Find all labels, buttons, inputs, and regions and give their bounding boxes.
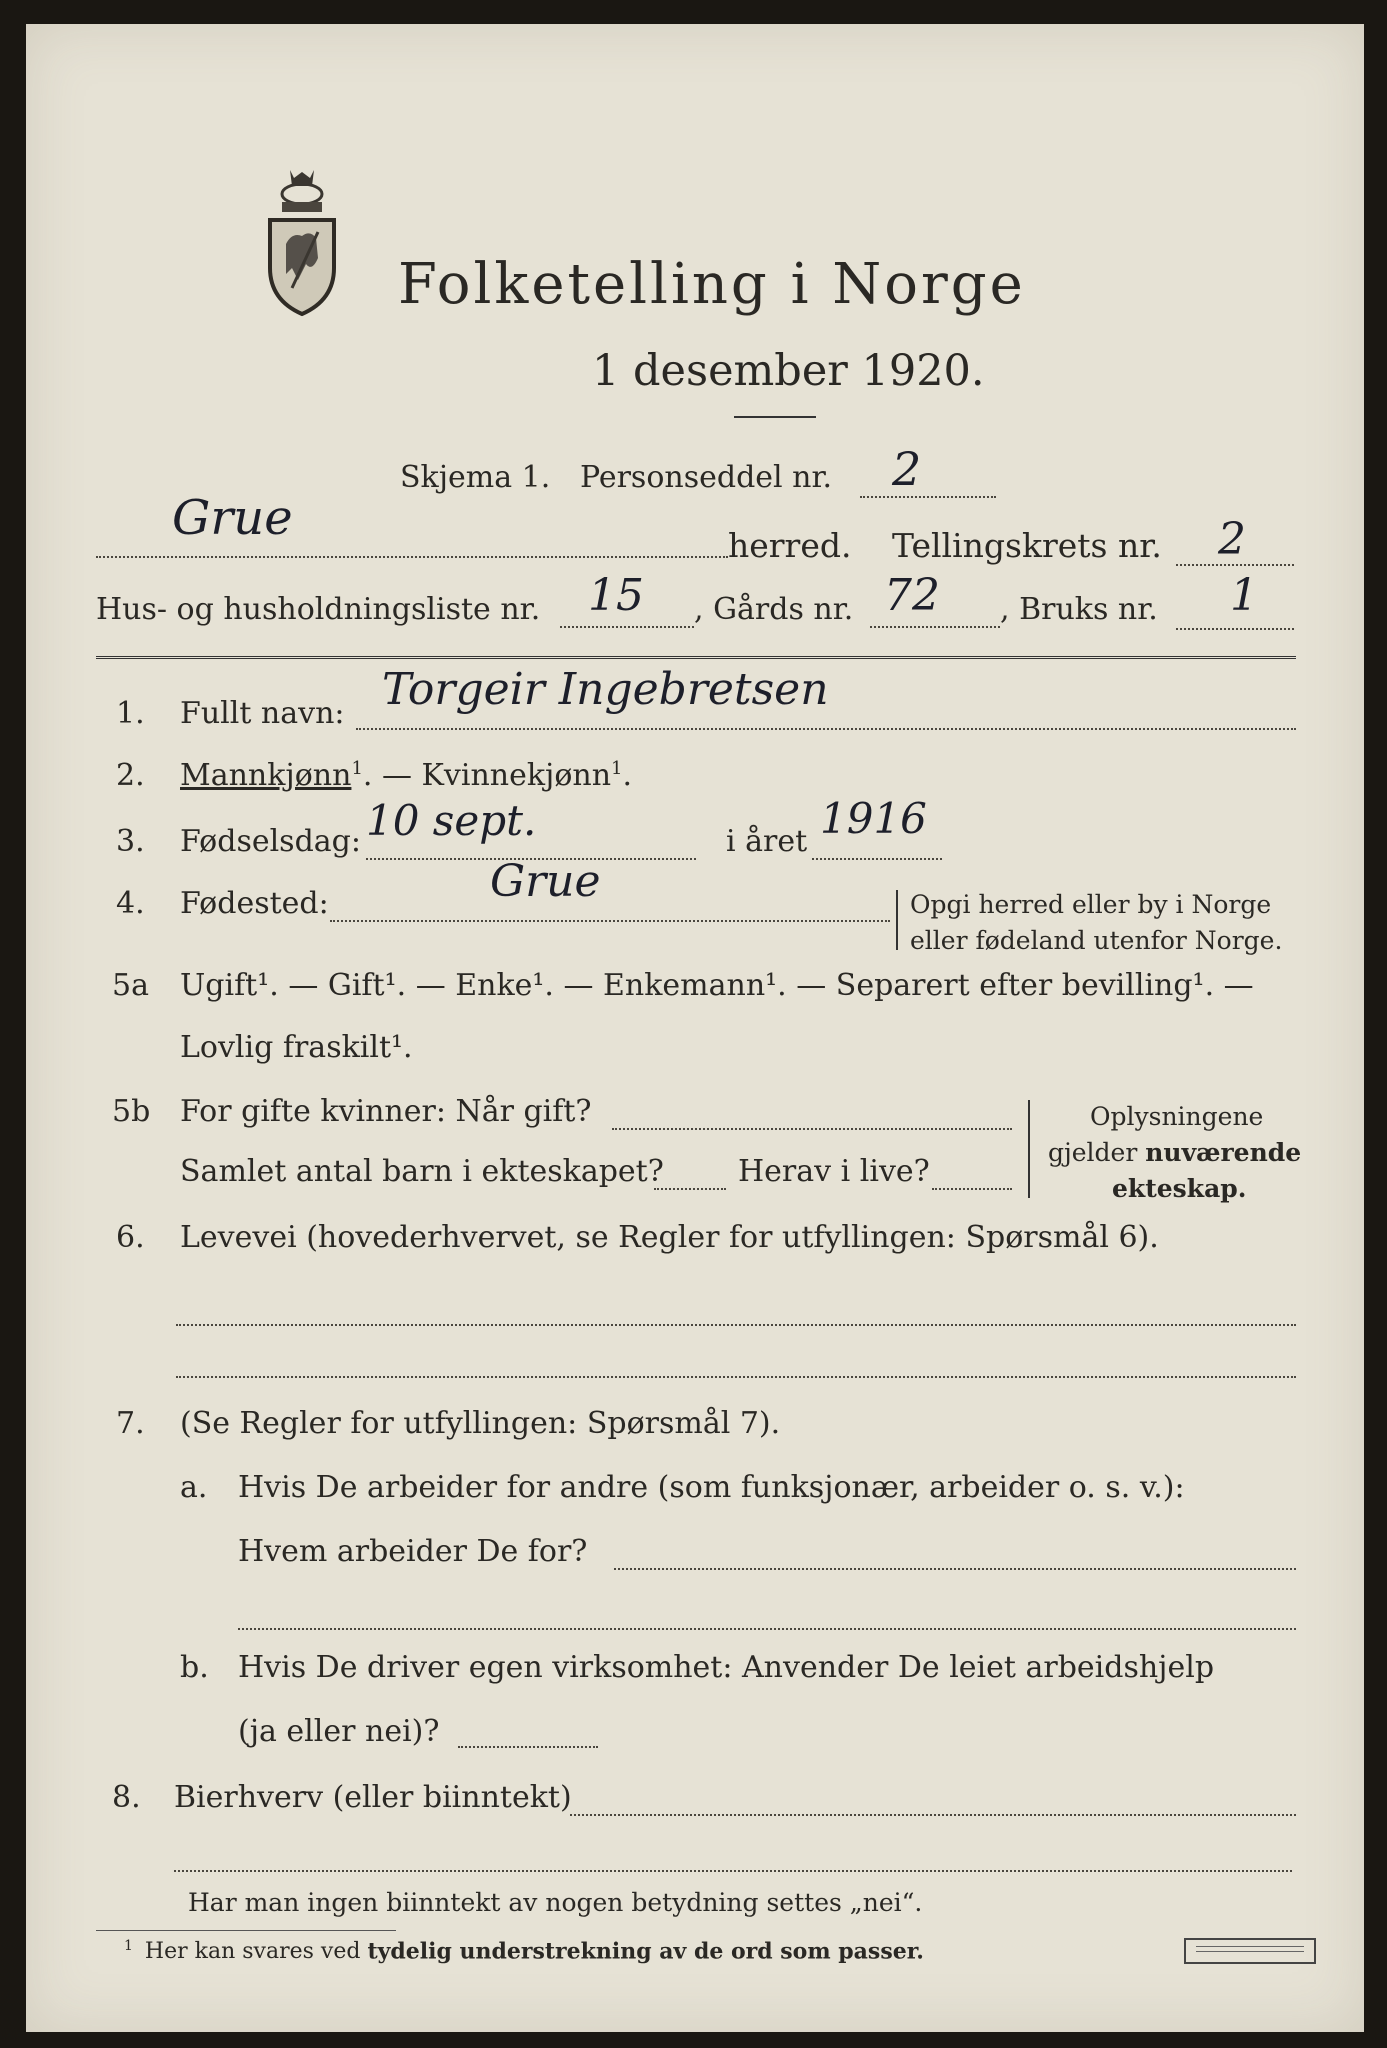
husholdning-value: 15 — [588, 570, 644, 621]
q4-note-line1: Opgi herred eller by i Norge — [910, 890, 1272, 919]
children-alive-field[interactable] — [932, 1188, 1012, 1190]
q4-label: Fødested: — [180, 886, 329, 921]
q7b-number: b. — [180, 1650, 209, 1685]
q8-number: 8. — [112, 1780, 141, 1815]
occupation-field-line2[interactable] — [176, 1376, 1296, 1378]
footnote-text-b: tydelig understrekning av de ord som passer. — [367, 1938, 924, 1965]
gards-field[interactable] — [870, 626, 1000, 628]
occupation-field-line1[interactable] — [176, 1324, 1296, 1326]
q7b-line1: Hvis De driver egen virksomhet: Anvender De leiet arbeidshjelp — [238, 1650, 1215, 1685]
husholdning-field[interactable] — [560, 626, 694, 628]
herred-value: Grue — [172, 490, 293, 546]
q5a-number: 5a — [112, 968, 149, 1003]
form-date: 1 desember 1920. — [592, 346, 985, 396]
q5b-brace — [1028, 1100, 1034, 1198]
gards-value: 72 — [884, 570, 940, 621]
q5b-number: 5b — [112, 1094, 151, 1129]
employer-field-line2[interactable] — [238, 1628, 1296, 1630]
q4-number: 4. — [116, 886, 145, 921]
q5b-note-line3: ekteskap. — [1112, 1174, 1247, 1203]
header-divider — [96, 656, 1296, 659]
q7a-number: a. — [180, 1470, 208, 1505]
q4-brace — [896, 890, 902, 950]
title-divider — [734, 416, 816, 418]
skjema-label: Skjema 1. — [400, 460, 551, 495]
herred-label: herred. — [728, 526, 852, 565]
kvinnekjonn-option[interactable]: Kvinnekjønn — [421, 758, 612, 793]
q3-label: Fødselsdag: — [180, 824, 361, 859]
q5b-married-when-label: For gifte kvinner: Når gift? — [180, 1094, 592, 1129]
bruks-value: 1 — [1230, 570, 1258, 621]
q3-number: 3. — [116, 824, 145, 859]
bruks-label: , Bruks nr. — [1000, 592, 1158, 627]
q5b-note-line2 — [1048, 1138, 1301, 1167]
tellingskrets-value: 2 — [1218, 514, 1246, 565]
q3-year-label: i året — [726, 824, 808, 859]
side-income-field-line2[interactable] — [174, 1870, 1292, 1872]
married-when-field[interactable] — [612, 1128, 1012, 1130]
q2-number: 2. — [116, 758, 145, 793]
footnote-divider — [96, 1930, 396, 1931]
personseddel-field[interactable] — [860, 496, 996, 498]
husholdning-label: Hus- og husholdningsliste nr. — [96, 592, 541, 627]
printer-stamp-icon — [1184, 1938, 1316, 1964]
q5b-note-line1: Oplysningene — [1090, 1102, 1264, 1131]
birthyear-field[interactable] — [812, 858, 942, 860]
q7-number: 7. — [116, 1406, 145, 1441]
personseddel-label: Personseddel nr. — [580, 460, 833, 495]
bruks-field[interactable] — [1176, 628, 1294, 630]
q6-number: 6. — [116, 1220, 145, 1255]
q5b-alive-label: Herav i live? — [738, 1154, 930, 1189]
tellingskrets-label: Tellingskrets nr. — [892, 526, 1162, 565]
full-name-value: Torgeir Ingebretsen — [382, 664, 829, 715]
q1-label: Fullt navn: — [180, 696, 345, 731]
q7-label: (Se Regler for utfyllingen: Spørsmål 7). — [180, 1406, 781, 1441]
gards-nr-label: , Gårds nr. — [694, 592, 854, 627]
children-count-field[interactable] — [654, 1188, 726, 1190]
employer-field[interactable] — [614, 1568, 1296, 1570]
birthyear-value: 1916 — [820, 794, 927, 843]
hired-help-field[interactable] — [458, 1746, 598, 1748]
footnote-text-a: Her kan svares ved — [144, 1939, 368, 1965]
q2-end: . — [622, 758, 633, 793]
mannkjonn-option[interactable]: Mannkjønn — [180, 758, 352, 793]
birthdate-value: 10 sept. — [366, 796, 537, 845]
birthplace-value: Grue — [490, 856, 601, 907]
form-title: Folketelling i Norge — [398, 252, 1026, 317]
q6-label: Levevei (hovederhvervet, se Regler for utfyllingen: Spørsmål 6). — [180, 1220, 1159, 1255]
q5b-children-label: Samlet antal barn i ekteskapet? — [180, 1154, 664, 1189]
q5b-note-bold: nuværende — [1145, 1138, 1302, 1167]
personseddel-value: 2 — [892, 442, 922, 496]
q2-options: Mannkjønn$^1$. — Kvinnekjønn$^1$. — [180, 758, 633, 793]
side-income-field[interactable] — [570, 1814, 1296, 1816]
q7a-line1: Hvis De arbeider for andre (som funksjonær, arbeider o. s. v.): — [238, 1470, 1185, 1505]
birthplace-field[interactable] — [330, 920, 890, 922]
norway-coat-of-arms-icon — [262, 168, 342, 318]
footnote — [124, 1938, 924, 1964]
q1-number: 1. — [116, 696, 145, 731]
q5b-note-gjelder: gjelder — [1048, 1138, 1146, 1167]
herred-field[interactable] — [96, 556, 728, 558]
q7b-line2: (ja eller nei)? — [238, 1714, 440, 1749]
q2-separator: . — — [362, 758, 422, 793]
q4-note-line2: eller fødeland utenfor Norge. — [910, 926, 1283, 955]
census-form-page — [26, 24, 1364, 2032]
full-name-field[interactable] — [356, 728, 1296, 730]
q7a-line2: Hvem arbeider De for? — [238, 1534, 588, 1569]
footnote-number: 1 — [124, 1938, 133, 1954]
marital-status-options-cont[interactable]: Lovlig fraskilt¹. — [180, 1030, 413, 1065]
marital-status-options[interactable]: Ugift¹. — Gift¹. — Enke¹. — Enkemann¹. — Separert efter bevilling¹. — — [180, 968, 1254, 1003]
no-income-note: Har man ingen biinntekt av nogen betydning settes „nei“. — [188, 1888, 923, 1917]
q8-label: Bierhverv (eller biinntekt) — [174, 1780, 572, 1815]
